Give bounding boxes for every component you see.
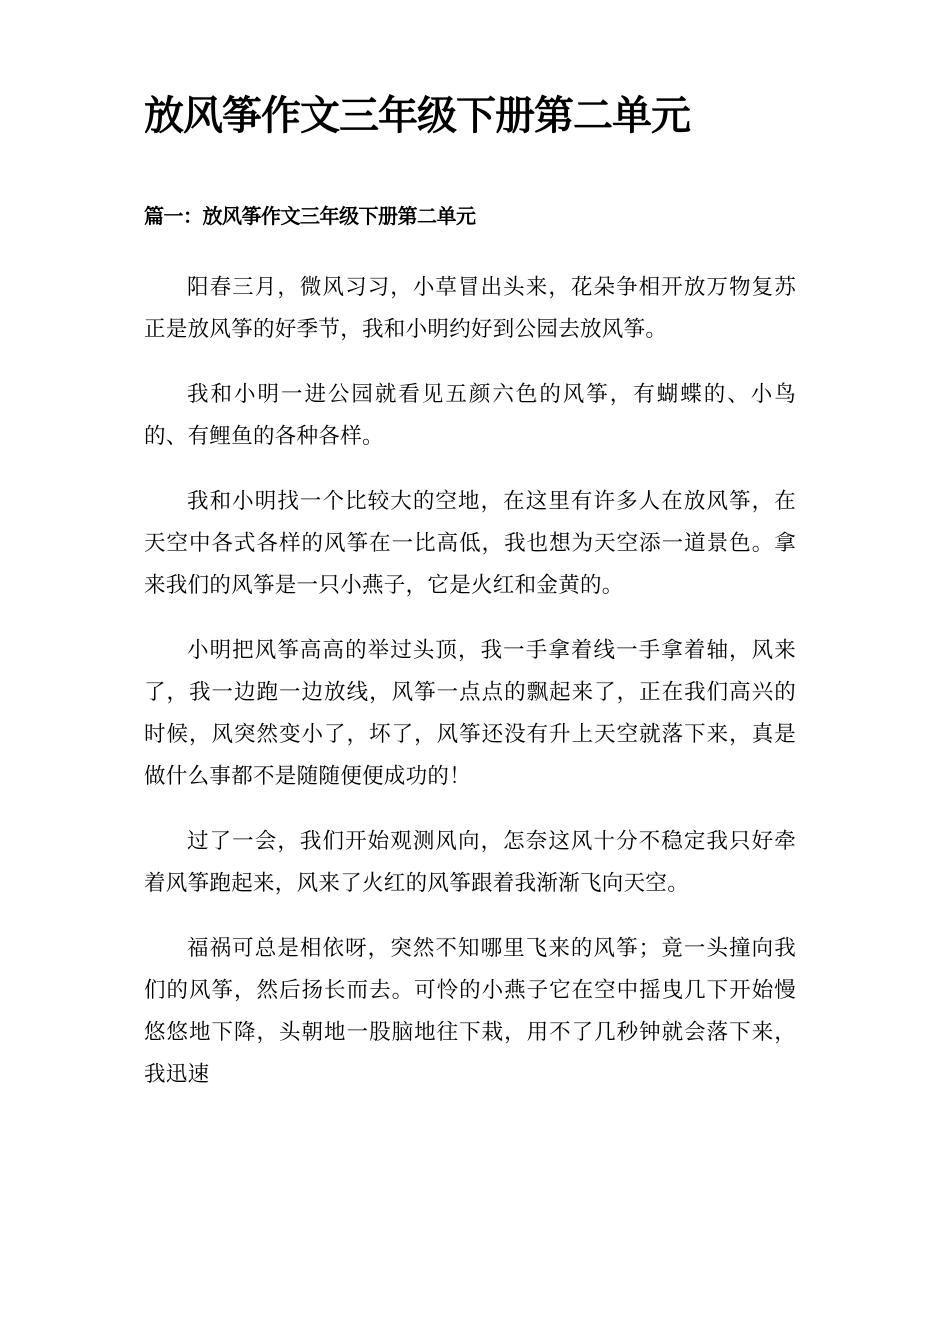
essay-body [144,267,796,1119]
paragraph-2: 我和小明一进公园就看见五颜六色的风筝，有蝴蝶的、小鸟的、有鲤鱼的各种各样。 [144,382,796,449]
paragraph-4: 小明把风筝高高的举过头顶，我一手拿着线一手拿着轴，风来了，我一边跑一边放线，风筝一点点的飘起来了，正在我们高兴的时候，风突然变小了，坏了，风筝还没有升上天空就落下来，真是做什么事都不是随随便便成功的！ [144,638,796,789]
paragraph-6: 福祸可总是相依呀，突然不知哪里飞来的风筝；竟一头撞向我们的风筝，然后扬长而去。可怜的小燕子它在空中摇曳几下开始慢悠悠地下降，头朝地一股脑地往下栽，用不了几秒钟就会落下来，我迅速 [144,936,796,1087]
document-title: 放风筝作文三年级下册第二单元 [144,93,690,139]
paragraph-3: 我和小明找一个比较大的空地，在这里有许多人在放风筝，在天空中各式各样的风筝在一比高低，我也想为天空添一道景色。拿来我们的风筝是一只小燕子，它是火红和金黄的。 [144,489,796,598]
section-heading: 篇一：放风筝作文三年级下册第二单元 [144,204,476,228]
paragraph-1: 阳春三月，微风习习，小草冒出头来，花朵争相开放万物复苏正是放风筝的好季节，我和小明约好到公园去放风筝。 [144,275,796,342]
paragraph-5: 过了一会，我们开始观测风向，怎奈这风十分不稳定我只好牵着风筝跑起来，风来了火红的风筝跟着我渐渐飞向天空。 [144,829,796,896]
